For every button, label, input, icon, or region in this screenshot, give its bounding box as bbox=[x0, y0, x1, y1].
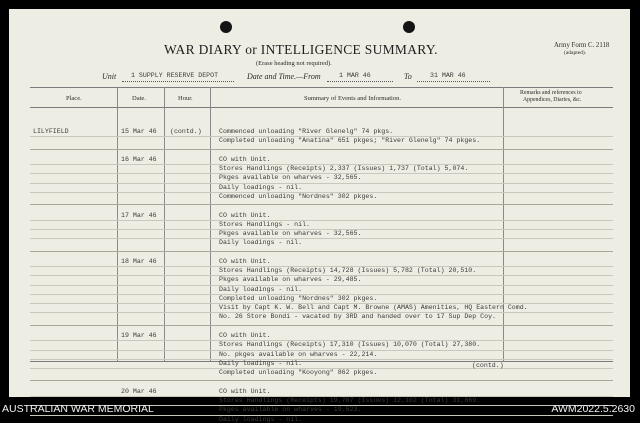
from-value: 1 MAR 46 bbox=[339, 72, 371, 79]
column-hour: Hour. bbox=[178, 95, 193, 102]
footer-catalogue-number: AWM2022.5.2630 bbox=[551, 403, 635, 415]
entry-summary-line: Pkges available on wharves - 32,565. bbox=[219, 230, 362, 238]
entry-summary-line: CO with Unit. bbox=[219, 332, 271, 340]
unit-underline bbox=[122, 81, 234, 82]
ruled-line bbox=[30, 275, 613, 276]
form-reference-note: (adapted). bbox=[564, 50, 587, 56]
ruled-line bbox=[30, 368, 613, 369]
entry-summary-line: Stores Handlings (Receipts) 19,707 (Issues) 12,102 (Total) 31,869. bbox=[219, 397, 481, 404]
entry-summary-line: Visit by Capt K. W. Bell and Capt M. Browne (AMAS) Amenities, HQ Eastern Comd. bbox=[219, 304, 528, 312]
ruled-line bbox=[30, 350, 613, 351]
ruled-line bbox=[30, 136, 613, 137]
ruled-line bbox=[30, 220, 613, 221]
entry-summary-line: Pkges available on wharves - 29,485. bbox=[219, 276, 362, 284]
from-underline bbox=[327, 81, 393, 82]
entry-separator bbox=[30, 251, 613, 252]
ruled-line bbox=[30, 183, 613, 184]
entry-summary-line: Pkges available on wharves - 32,565. bbox=[219, 174, 362, 182]
entry-date: 15 Mar 46 bbox=[121, 128, 157, 135]
entry-date: 16 Mar 46 bbox=[121, 155, 157, 163]
ruled-line bbox=[30, 340, 613, 341]
ruled-line bbox=[30, 266, 613, 267]
entry-summary-line: Daily loadings - nil. bbox=[219, 285, 303, 293]
form-reference: Army Form C. 2118 bbox=[554, 42, 610, 49]
entry-place: LILYFIELD bbox=[33, 128, 69, 135]
entry-separator bbox=[30, 149, 613, 150]
entry-summary-line: CO with Unit. bbox=[219, 211, 271, 219]
date-label: Date and Time.—From bbox=[247, 72, 321, 81]
entry-summary-line: Daily loadings - nil. bbox=[219, 239, 303, 247]
column-summary: Summary of Events and Information. bbox=[304, 95, 401, 102]
unit-label: Unit bbox=[102, 72, 117, 81]
to-underline bbox=[417, 81, 490, 82]
ruled-line bbox=[30, 359, 613, 360]
ruled-line bbox=[30, 238, 613, 239]
entry-summary-line: Completed unloading "Anatina" 651 pkges; "River Glenelg" 74 pkges. bbox=[219, 137, 481, 145]
to-label: To bbox=[404, 72, 412, 81]
column-divider-4 bbox=[503, 87, 504, 361]
page-title: WAR DIARY or INTELLIGENCE SUMMARY. bbox=[164, 42, 438, 57]
entry-summary-line: Stores Handlings - nil. bbox=[219, 220, 311, 228]
entry-summary-line: Daily loadings - nil. bbox=[219, 415, 303, 423]
punch-hole-left bbox=[220, 21, 232, 33]
entry-date: 20 Mar 46 bbox=[121, 387, 157, 395]
entry-date: 18 Mar 46 bbox=[121, 257, 157, 265]
entry-date: 19 Mar 46 bbox=[121, 332, 157, 340]
entry-summary-line: Daily loadings - nil. bbox=[219, 183, 303, 191]
entry-summary-line: No. 26 Store Bondi - vacated by 3RD and handed over to 17 Sup Dep Coy. bbox=[219, 313, 496, 321]
punch-hole-right bbox=[403, 21, 415, 33]
entry-summary-line: Completed unloading "Kooyong" 862 pkges. bbox=[219, 369, 378, 377]
column-divider-3 bbox=[210, 87, 211, 361]
entry-separator bbox=[30, 380, 613, 381]
table-bottom-rule bbox=[30, 361, 613, 362]
entry-separator bbox=[30, 204, 613, 205]
ruled-line bbox=[30, 312, 613, 313]
entry-summary-line: Completed unloading "Nordnes" 302 pkges. bbox=[219, 294, 378, 302]
entry-summary-line: No. pkges available on wharves - 22,214. bbox=[219, 350, 378, 358]
entry-summary-line: Daily loadings - nil. bbox=[219, 359, 303, 367]
page-subtitle: (Erase heading not required). bbox=[256, 60, 332, 67]
contd-note: (contd.) bbox=[472, 362, 504, 369]
ruled-line bbox=[30, 173, 613, 174]
ruled-line bbox=[30, 192, 613, 193]
entry-separator bbox=[30, 325, 613, 326]
column-divider-1 bbox=[117, 87, 118, 361]
entry-summary-line: Stores Handlings (Receipts) 17,310 (Issues) 10,070 (Total) 27,380. bbox=[219, 341, 481, 349]
entry-summary-line: Commenced unloading "River Glenelg" 74 pkgs. bbox=[219, 128, 394, 135]
entry-summary-line: Stores Handlings (Receipts) 2,337 (Issues) 1,737 (Total) 5,074. bbox=[219, 165, 469, 173]
ruled-line bbox=[30, 294, 613, 295]
ruled-line bbox=[30, 229, 613, 230]
entry-summary-line: Stores Handlings (Receipts) 14,728 (Issues) 5,782 (Total) 20,510. bbox=[219, 267, 477, 275]
column-remarks-line2: Appendices, Diaries, &c. bbox=[523, 97, 582, 103]
entry-summary-line: Pkges available on wharves - 19,523. bbox=[219, 406, 362, 414]
footer-credit: AUSTRALIAN WAR MEMORIAL bbox=[2, 403, 154, 415]
unit-value: 1 SUPPLY RESERVE DEPOT bbox=[131, 72, 219, 79]
entry-summary-line: Commenced unloading "Nordnes" 302 pkges. bbox=[219, 192, 378, 200]
column-divider-2 bbox=[164, 87, 165, 361]
to-value: 31 MAR 46 bbox=[430, 72, 466, 79]
entry-summary-line: CO with Unit. bbox=[219, 257, 271, 265]
ruled-line bbox=[30, 396, 613, 397]
entry-summary-line: CO with Unit. bbox=[219, 387, 271, 395]
column-remarks-line1: Remarks and references to bbox=[520, 90, 582, 96]
column-place: Place. bbox=[66, 95, 82, 102]
ruled-line bbox=[30, 285, 613, 286]
ruled-line bbox=[30, 164, 613, 165]
ruled-line bbox=[30, 303, 613, 304]
entry-date: 17 Mar 46 bbox=[121, 211, 157, 219]
column-date: Date. bbox=[132, 95, 146, 102]
entry-summary-line: CO with Unit. bbox=[219, 155, 271, 163]
entry-hour: (contd.) bbox=[170, 128, 202, 135]
